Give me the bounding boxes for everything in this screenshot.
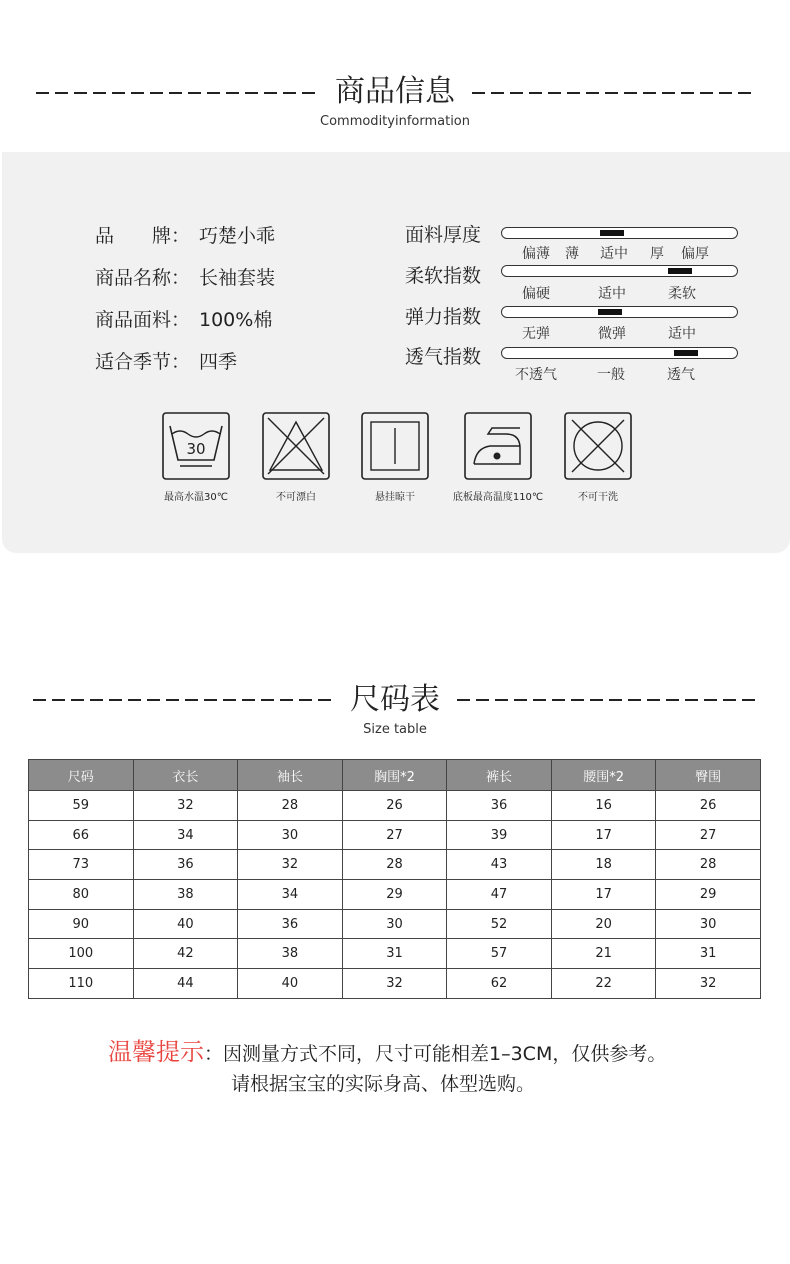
index-marker <box>600 230 624 236</box>
info-value: 长袖套装 <box>199 267 276 289</box>
info-label: 商品面料： <box>95 309 191 331</box>
table-row <box>29 880 761 910</box>
care-caption: 悬挂晾干 <box>375 492 415 503</box>
table-cell: 90 <box>29 909 134 939</box>
table-cell: 27 <box>656 820 761 850</box>
care-item-bleach <box>246 412 346 503</box>
table-cell: 110 <box>29 969 134 999</box>
table-cell: 40 <box>238 969 343 999</box>
table-cell: 28 <box>342 850 447 880</box>
table-cell: 34 <box>238 880 343 910</box>
table-cell: 26 <box>656 791 761 821</box>
index-tick: 薄 <box>565 246 579 262</box>
table-cell: 29 <box>342 880 447 910</box>
table-cell: 100 <box>29 939 134 969</box>
index-tick: 不透气 <box>515 367 557 383</box>
care-caption: 最高水温30℃ <box>164 492 228 503</box>
table-cell: 39 <box>447 820 552 850</box>
table-cell: 30 <box>342 909 447 939</box>
column-header: 袖长 <box>238 760 343 791</box>
index-tick: 柔软 <box>668 286 696 302</box>
info-value: 巧楚小乖 <box>199 225 276 247</box>
index-label-thickness: 面料厚度 <box>405 224 482 246</box>
table-cell: 36 <box>447 791 552 821</box>
table-cell: 32 <box>656 969 761 999</box>
table-cell: 30 <box>238 820 343 850</box>
table-cell: 16 <box>551 791 656 821</box>
info-value: 四季 <box>199 351 238 373</box>
index-tick: 一般 <box>597 367 625 383</box>
table-cell: 29 <box>656 880 761 910</box>
table-row <box>29 939 761 969</box>
index-marker <box>598 309 622 315</box>
table-cell: 28 <box>238 791 343 821</box>
index-label-softness: 柔软指数 <box>405 265 482 287</box>
table-cell: 36 <box>133 850 238 880</box>
column-header: 裤长 <box>447 760 552 791</box>
no-bleach-icon <box>262 412 330 480</box>
hang-dry-icon <box>361 412 429 480</box>
table-cell: 43 <box>447 850 552 880</box>
info-label: 品 牌： <box>95 225 191 247</box>
care-caption: 底板最高温度110℃ <box>452 492 544 503</box>
table-cell: 47 <box>447 880 552 910</box>
table-cell: 34 <box>133 820 238 850</box>
table-cell: 38 <box>133 880 238 910</box>
info-value: 100%棉 <box>199 309 273 331</box>
index-bar-elasticity <box>501 306 738 318</box>
table-cell: 27 <box>342 820 447 850</box>
table-row <box>29 909 761 939</box>
table-cell: 80 <box>29 880 134 910</box>
column-header: 臀围 <box>656 760 761 791</box>
index-tick: 厚 <box>650 246 664 262</box>
table-cell: 32 <box>238 850 343 880</box>
info-row-fabric <box>95 305 272 332</box>
table-cell: 32 <box>342 969 447 999</box>
care-item-dryclean <box>548 412 648 503</box>
column-header: 腰围*2 <box>551 760 656 791</box>
care-item-iron <box>448 412 548 503</box>
table-row <box>29 969 761 999</box>
product-info-header <box>0 72 790 129</box>
index-tick: 适中 <box>600 246 628 262</box>
index-bar-breathability <box>501 347 738 359</box>
wash-temp-text: 30 <box>186 440 206 458</box>
index-label-breathability: 透气指数 <box>405 346 482 368</box>
care-caption: 不可干洗 <box>578 492 618 503</box>
table-header-row <box>29 760 761 791</box>
iron-110-icon <box>464 412 532 480</box>
table-cell: 52 <box>447 909 552 939</box>
info-label: 商品名称： <box>95 267 191 289</box>
index-tick: 透气 <box>667 367 695 383</box>
table-cell: 32 <box>133 791 238 821</box>
wash-30-icon <box>162 412 230 480</box>
index-bar-thickness <box>501 227 738 239</box>
table-cell: 36 <box>238 909 343 939</box>
table-cell: 44 <box>133 969 238 999</box>
section-subtitle: Commodityinformation <box>320 114 470 129</box>
table-cell: 17 <box>551 820 656 850</box>
column-header: 尺码 <box>29 760 134 791</box>
size-table-header <box>0 680 790 737</box>
table-cell: 22 <box>551 969 656 999</box>
table-cell: 21 <box>551 939 656 969</box>
table-cell: 18 <box>551 850 656 880</box>
table-row <box>29 850 761 880</box>
section-subtitle: Size table <box>363 722 427 737</box>
table-cell: 73 <box>29 850 134 880</box>
table-cell: 42 <box>133 939 238 969</box>
index-label-elasticity: 弹力指数 <box>405 306 482 328</box>
table-cell: 26 <box>342 791 447 821</box>
table-cell: 28 <box>656 850 761 880</box>
info-row-name <box>95 263 275 290</box>
size-table <box>28 759 761 999</box>
index-tick: 适中 <box>668 326 696 342</box>
table-row <box>29 791 761 821</box>
table-cell: 59 <box>29 791 134 821</box>
table-cell: 17 <box>551 880 656 910</box>
table-cell: 31 <box>656 939 761 969</box>
index-tick: 偏硬 <box>522 286 550 302</box>
index-tick: 微弹 <box>598 326 626 342</box>
info-row-brand <box>95 221 275 248</box>
table-cell: 40 <box>133 909 238 939</box>
table-cell: 20 <box>551 909 656 939</box>
care-item-dry <box>345 412 445 503</box>
care-caption: 不可漂白 <box>276 492 316 503</box>
info-row-season <box>95 347 237 374</box>
index-marker <box>674 350 698 356</box>
table-cell: 31 <box>342 939 447 969</box>
column-header: 胸围*2 <box>342 760 447 791</box>
index-tick: 适中 <box>598 286 626 302</box>
care-item-wash <box>146 412 246 503</box>
index-tick: 偏薄 <box>522 246 550 262</box>
no-dry-clean-icon <box>564 412 632 480</box>
table-row <box>29 820 761 850</box>
index-bar-softness <box>501 265 738 277</box>
tip-line-1 <box>108 1032 666 1067</box>
section-title: 商品信息 <box>335 74 455 109</box>
column-header: 衣长 <box>133 760 238 791</box>
section-title: 尺码表 <box>350 682 440 717</box>
table-cell: 62 <box>447 969 552 999</box>
tip-line-2: 请根据宝宝的实际身高、体型选购。 <box>231 1073 536 1095</box>
table-cell: 66 <box>29 820 134 850</box>
table-cell: 30 <box>656 909 761 939</box>
index-marker <box>668 268 692 274</box>
table-cell: 38 <box>238 939 343 969</box>
tip-label: 温馨提示 <box>108 1038 204 1066</box>
index-tick: 偏厚 <box>681 246 709 262</box>
tip-text: ：因测量方式不同，尺寸可能相差1–3CM，仅供参考。 <box>204 1043 667 1065</box>
index-tick: 无弹 <box>522 326 550 342</box>
info-label: 适合季节： <box>95 351 191 373</box>
table-cell: 57 <box>447 939 552 969</box>
